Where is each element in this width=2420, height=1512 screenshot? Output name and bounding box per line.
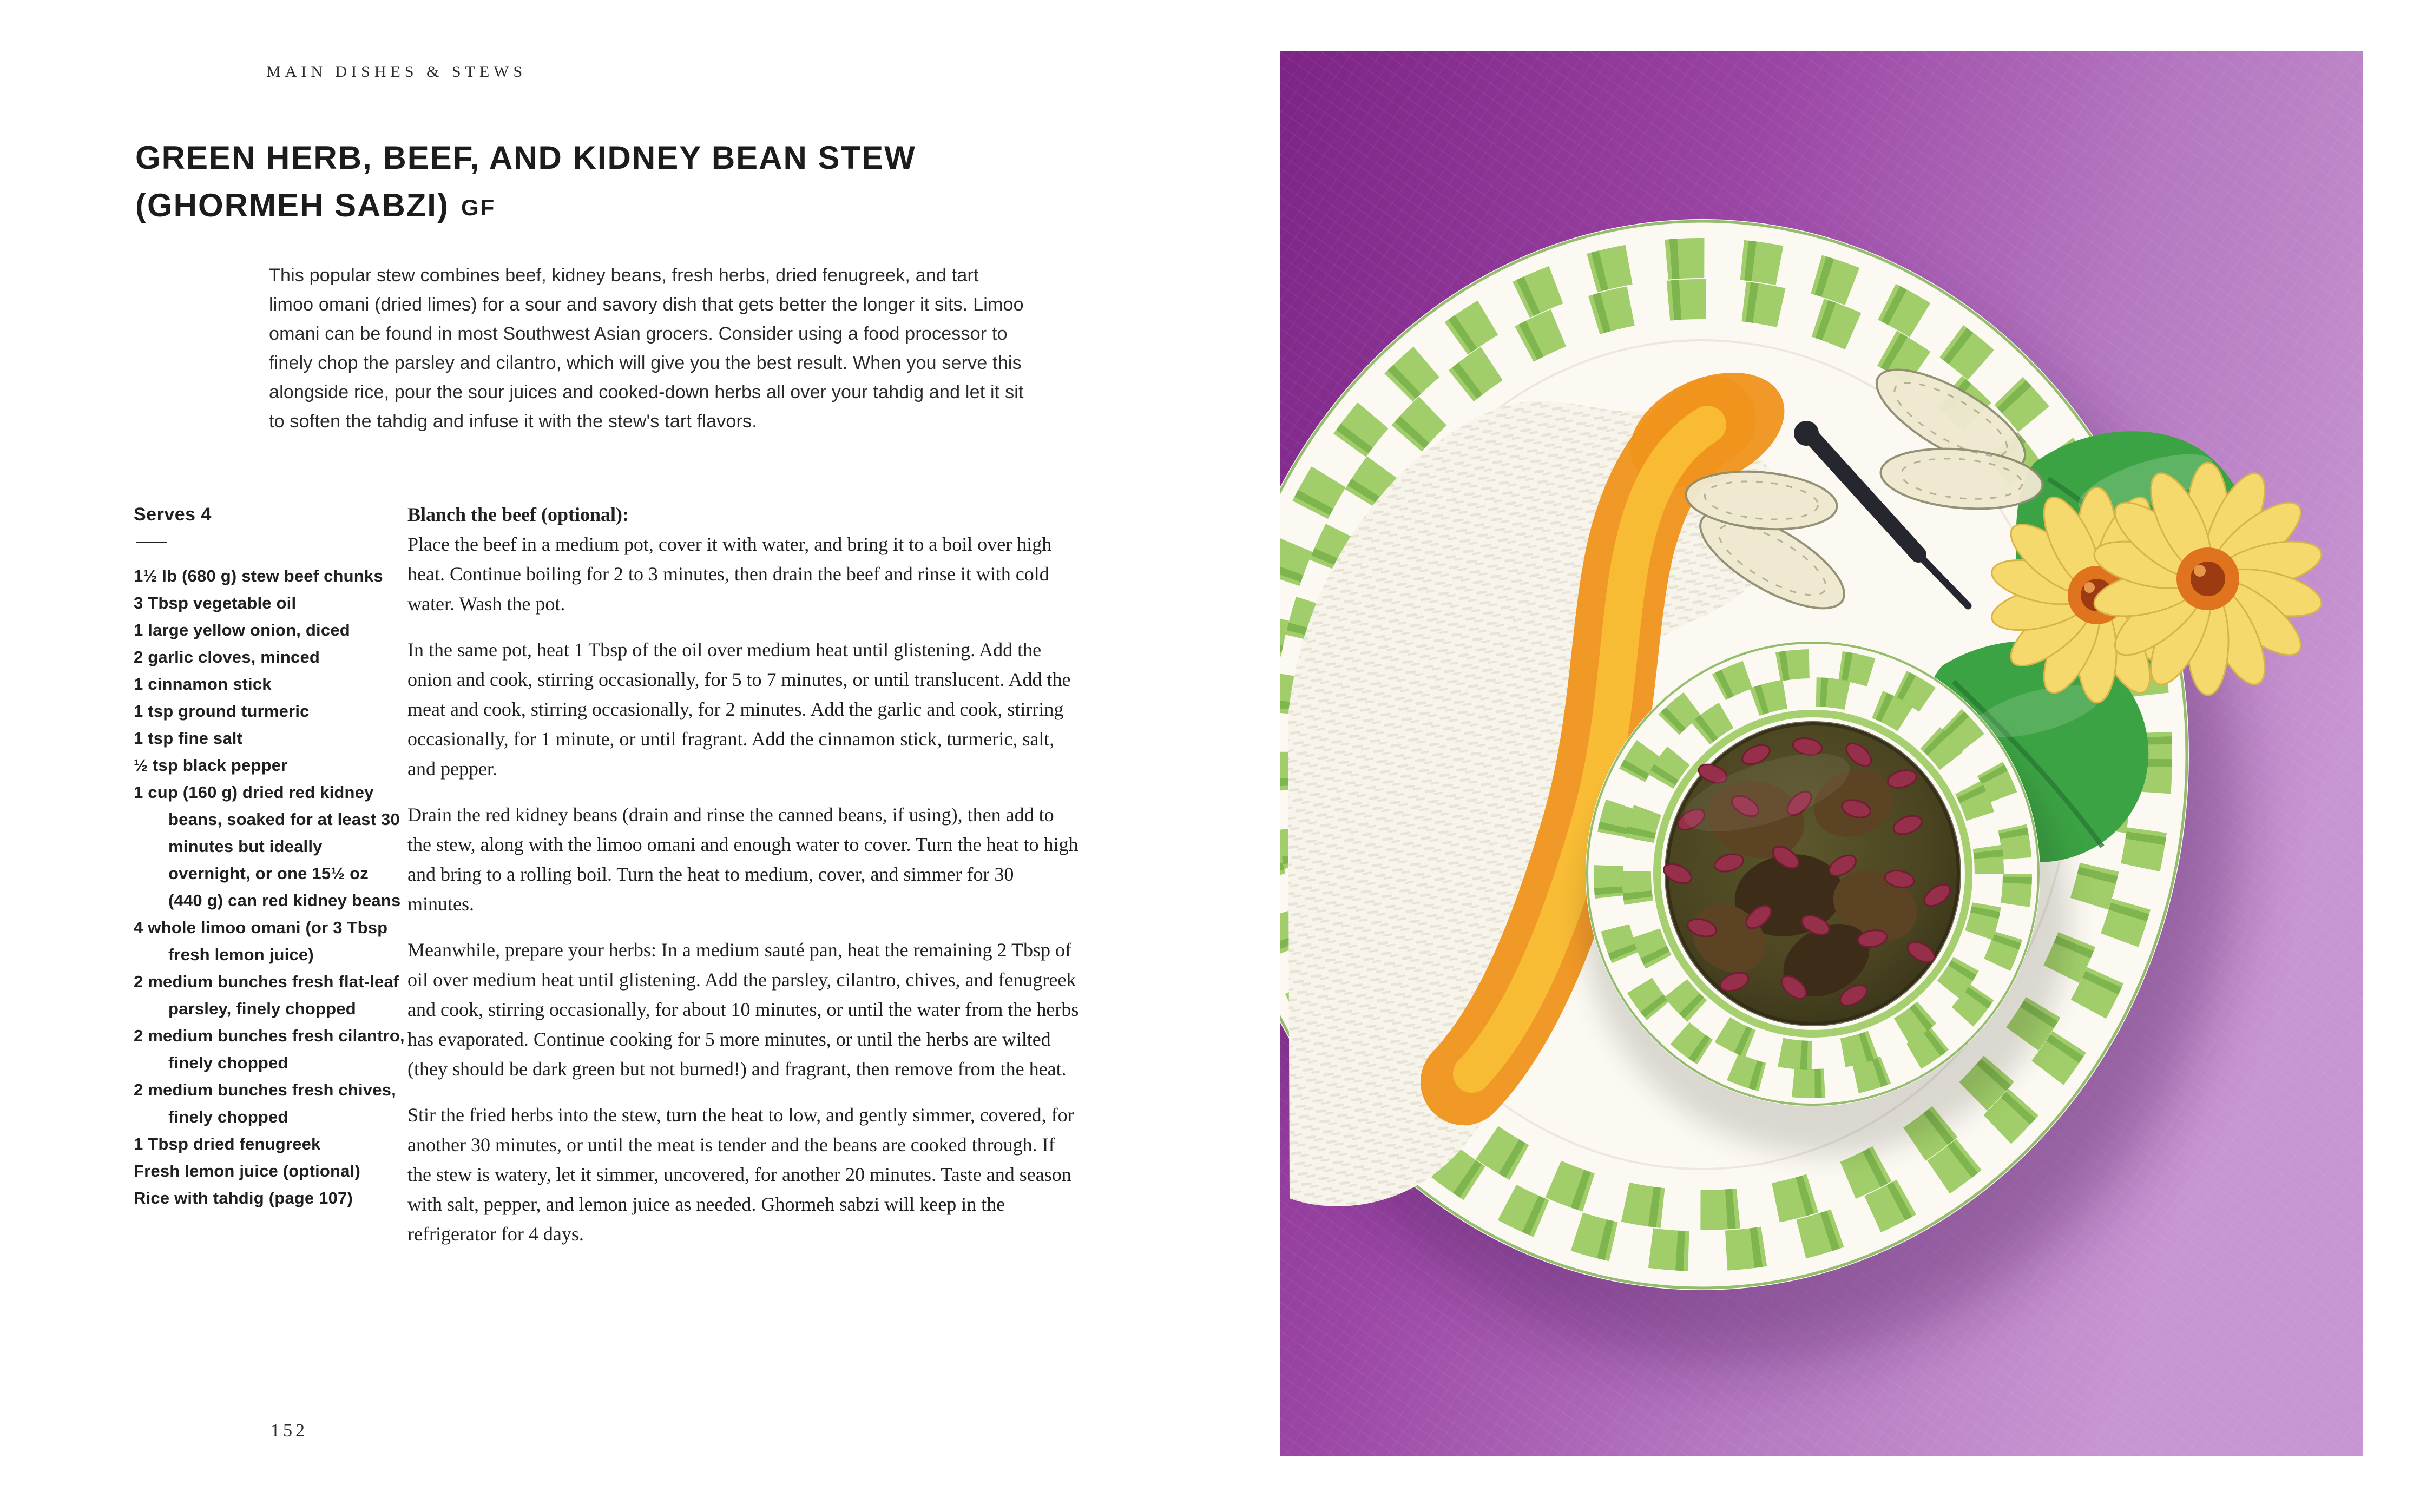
step-text: In the same pot, heat 1 Tbsp of the oil over medium heat until glistening. Add the onion and cook, stirring occasionally, for 5 to 7 minutes, or until translucent. Add the meat and cook, stirring occasionally, for 2 minutes. Add the garlic and cook, stirring occasionally, for 1 minute, or until fragrant. Add the cinnamon stick, turmeric, salt, and pepper. [407, 639, 1071, 780]
ingredient-item: 1 cinnamon stick [134, 675, 272, 694]
ingredient-item: 1½ lb (680 g) stew beef chunks [134, 566, 383, 585]
instructions-column [407, 500, 1082, 1265]
ingredients-column [134, 504, 407, 1212]
ingredient-item: Rice with tahdig (page 107) [134, 1189, 353, 1207]
ingredient-item: 1 large yellow onion, diced [134, 620, 350, 639]
recipe-title [135, 134, 1163, 232]
ingredient-item: 4 whole limoo omani (or 3 Tbsp fresh lemon juice) [134, 918, 388, 964]
step-text: Place the beef in a medium pot, cover it with water, and bring it to a boil over high heat. Continue boiling for 2 to 3 minutes, then drain the beef and rinse it with cold water. Wash the pot. [407, 533, 1052, 615]
ingredient-item: 3 Tbsp vegetable oil [134, 593, 297, 612]
ingredient-list [134, 563, 407, 1212]
ingredient-item: 2 medium bunches fresh chives, finely chopped [134, 1080, 396, 1126]
ingredient-item: 1 Tbsp dried fenugreek [134, 1134, 321, 1153]
instruction-step [407, 1100, 1082, 1249]
recipe-title-line1: GREEN HERB, BEEF, AND KIDNEY BEAN STEW [135, 140, 916, 176]
recipe-title-line2: (GHORMEH SABZI) [135, 187, 449, 224]
ingredient-item: ½ tsp black pepper [134, 756, 288, 775]
instruction-step [407, 800, 1082, 919]
divider-rule [136, 542, 167, 543]
page-number: 152 [271, 1421, 308, 1441]
step-text: Meanwhile, prepare your herbs: In a medium sauté pan, heat the remaining 2 Tbsp of oil over medium heat until glistening. Add the parsley, cilantro, chives, and fenugreek and cook, stirring occasionally, for about 10 minutes, or until the water from the herbs has evaporated. Continue cooking for 5 more minutes, or until the herbs are wilted (they should be dark green but not burned!) and fragrant, then remove from the heat. [407, 939, 1079, 1080]
step-text: Drain the red kidney beans (drain and rinse the canned beans, if using), then add to the stew, along with the limoo omani and enough water to cover. Turn the heat to high and bring to a rolling boil. Turn the heat to medium, cover, and simmer for 30 minutes. [407, 804, 1079, 915]
recipe-photo-art [1280, 51, 2363, 1456]
step-heading: Blanch the beef (optional): [407, 504, 629, 525]
recipe-intro: This popular stew combines beef, kidney beans, fresh herbs, dried fenugreek, and tart limoo omani (dried limes) for a sour and savory dish that gets better the longer it sits. Limoo omani can be found in most Southwest Asian grocers. Consider using a food processor to finely chop the parsley and cilantro, which will give you the best result. When you serve this alongside rice, pour the sour juices and cooked-down herbs all over your tahdig and let it sit to soften the tahdig and infuse it with the stew's tart flavors. [269, 265, 1024, 432]
instruction-step [407, 500, 1082, 619]
ingredient-item: 1 tsp ground turmeric [134, 702, 310, 721]
ingredient-item: 2 medium bunches fresh flat-leaf parsley, finely chopped [134, 972, 399, 1018]
instruction-step [407, 935, 1082, 1084]
ingredient-item: 1 cup (160 g) dried red kidney beans, soaked for at least 30 minutes but ideally overnight, or one 15½ oz (440 g) can red kidney beans [134, 783, 401, 910]
ingredient-item: 2 medium bunches fresh cilantro, finely chopped [134, 1026, 405, 1072]
ingredient-item: 1 tsp fine salt [134, 729, 243, 748]
serves-label: Serves 4 [134, 504, 212, 525]
instruction-step [407, 635, 1082, 784]
section-header: MAIN DISHES & STEWS [266, 63, 527, 81]
recipe-photo [1280, 51, 2363, 1456]
ingredient-item: Fresh lemon juice (optional) [134, 1161, 360, 1180]
gluten-free-tag: GF [461, 195, 496, 221]
step-text: Stir the fried herbs into the stew, turn the heat to low, and gently simmer, covered, for another 30 minutes, or until the meat is tender and the beans are cooked through. If the stew is watery, let it simmer, uncovered, for another 20 minutes. Taste and season with salt, pepper, and lemon juice as needed. Ghormeh sabzi will keep in the refrigerator for 4 days. [407, 1104, 1074, 1245]
ingredient-item: 2 garlic cloves, minced [134, 648, 320, 666]
